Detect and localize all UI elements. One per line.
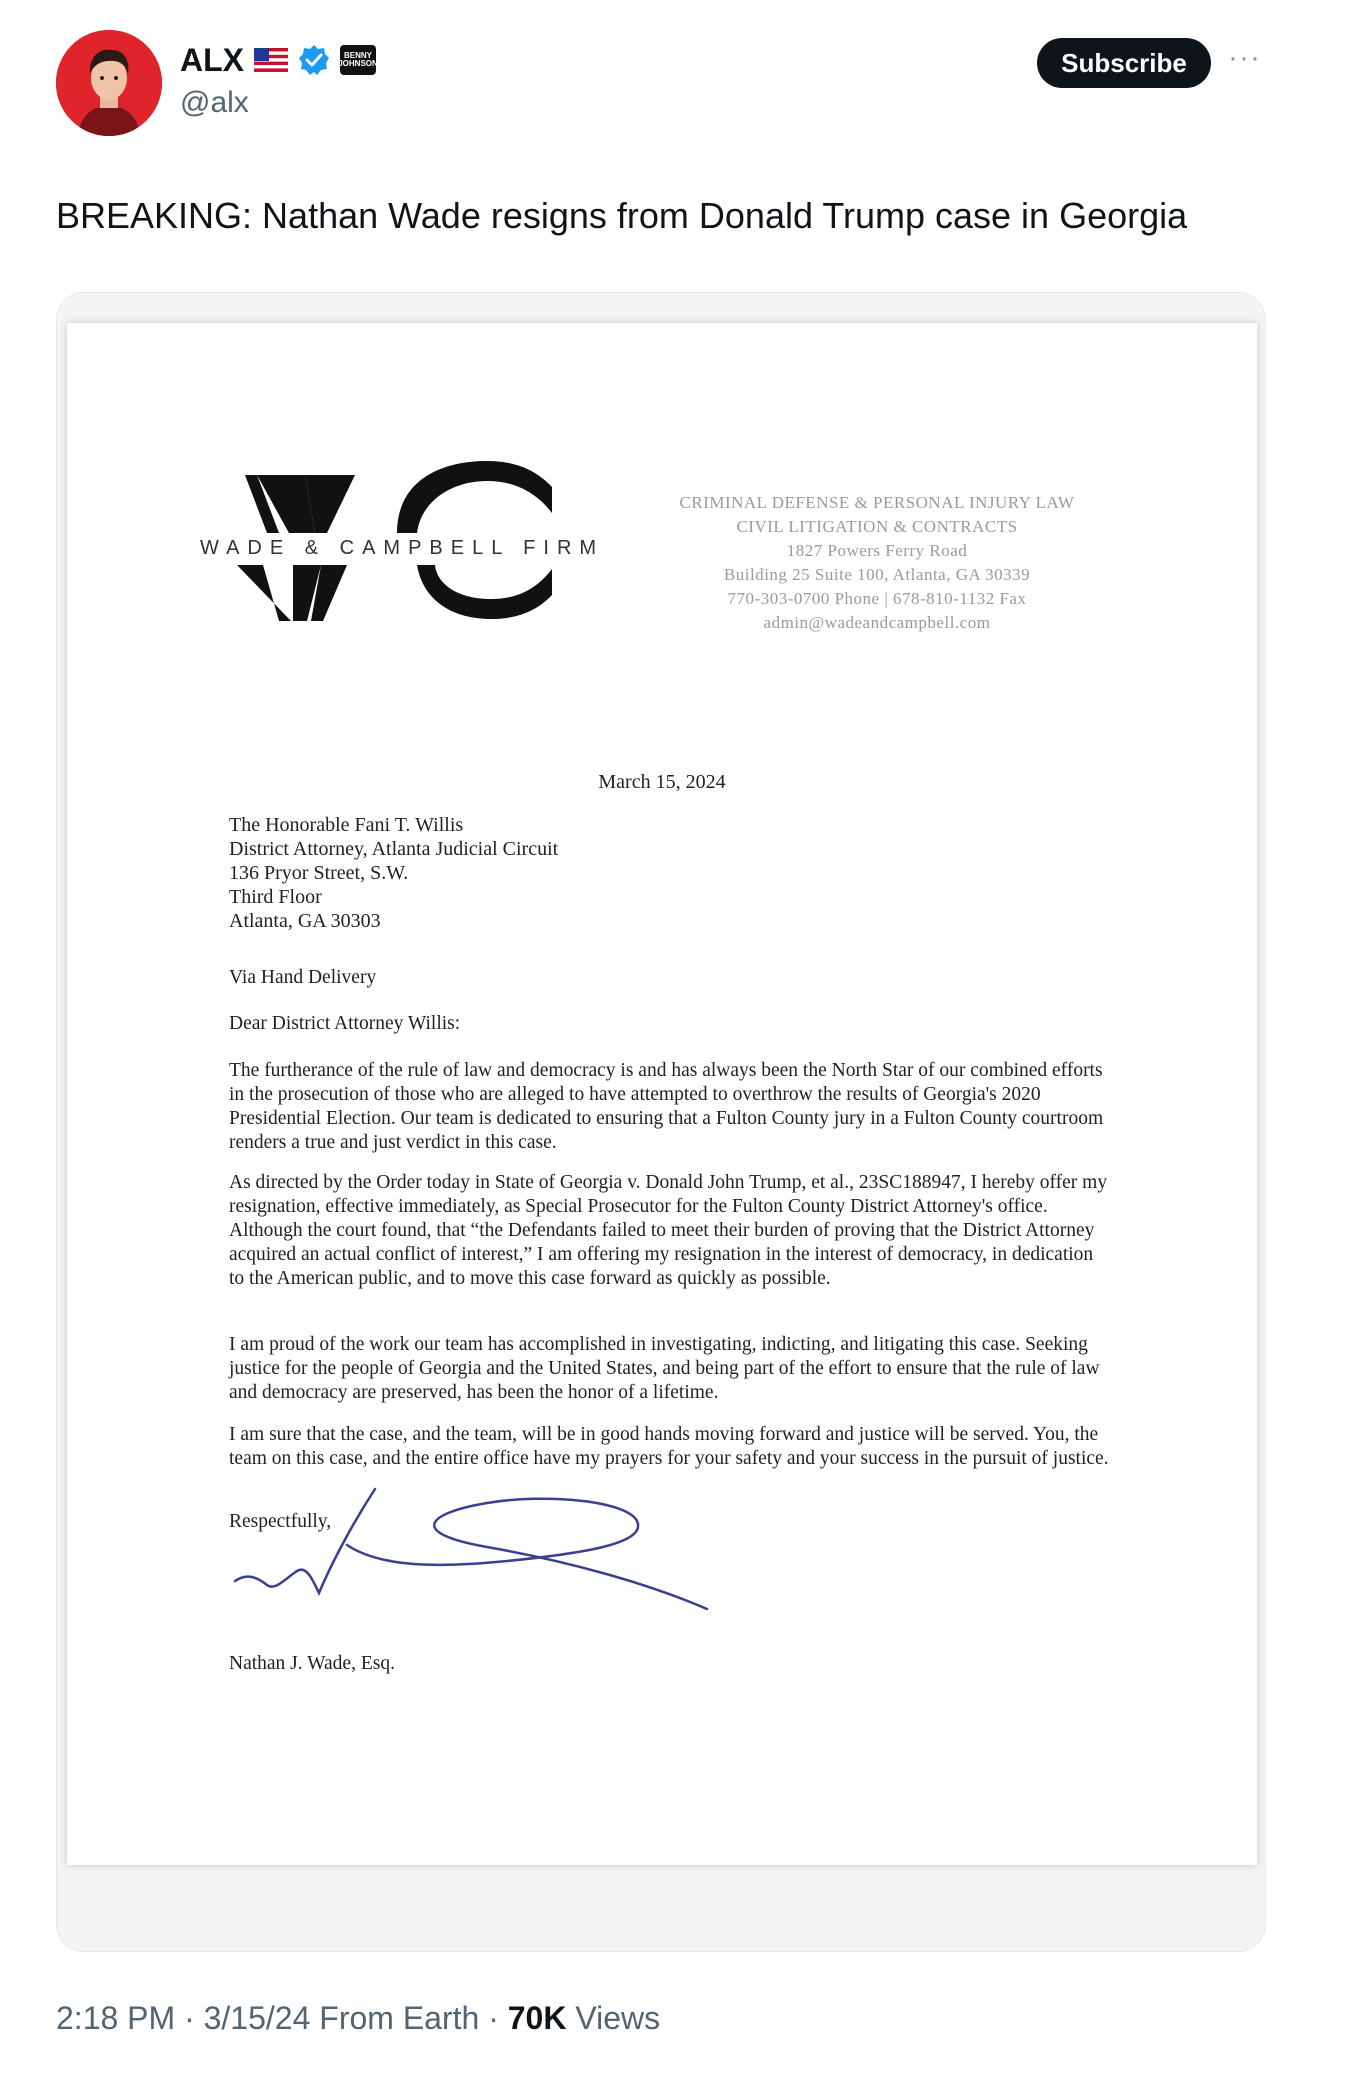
separator: · [184, 2000, 195, 2036]
name-row [180, 40, 376, 80]
subscribe-button[interactable]: Subscribe [1037, 38, 1211, 88]
firm-contact-block [607, 491, 1147, 635]
tweet-metadata [56, 2000, 660, 2037]
firm-info-line: CIVIL LITIGATION & CONTRACTS [736, 517, 1018, 536]
affiliate-badge-icon[interactable]: BENNY JOHNSON [340, 45, 376, 75]
post-source: From Earth [319, 2000, 480, 2036]
closing: Respectfully, [229, 1511, 332, 1532]
avatar-image [56, 30, 162, 136]
signer-name: Nathan J. Wade, Esq. [229, 1653, 395, 1674]
address-line: The Honorable Fani T. Willis [229, 814, 464, 836]
post-date[interactable]: 3/15/24 [203, 2000, 311, 2036]
address-line: District Attorney, Atlanta Judicial Circuit [229, 838, 559, 860]
firm-info-line: admin@wadeandcampbell.com [763, 613, 991, 632]
letter-paragraph: As directed by the Order today in State of Georgia v. Donald John Trump, et al., 23SC188947, I hereby offer my resignation, effective immediately, as Special Prosecutor for the Fulton County District Attorney's office. Although the court found, that “the Defendants failed to meet their burden of proving that the District Attorney acquired an actual conflict of interest,” I am offering my resignation in the interest of democracy, in dedication to the American public, and to move this case forward as quickly as possible. [229, 1172, 1108, 1289]
more-options-icon[interactable]: ··· [1228, 41, 1261, 74]
firm-info-line: 1827 Powers Ferry Road [786, 541, 968, 560]
tweet-text: BREAKING: Nathan Wade resigns from Donald Trump case in Georgia [56, 195, 1188, 236]
address-line: Atlanta, GA 30303 [229, 910, 381, 932]
letter-date: March 15, 2024 [598, 771, 726, 793]
address-line: Third Floor [229, 886, 322, 908]
views-label: Views [575, 2000, 661, 2036]
separator: · [488, 2000, 499, 2036]
letter-paragraph: I am sure that the case, and the team, will be in good hands moving forward and justice will be served. You, the team on this case, and the entire office have my prayers for your safety and your success in the pursuit of justice. [229, 1424, 1109, 1469]
views-count[interactable]: 70K [507, 2000, 567, 2036]
letter-paragraph: I am proud of the work our team has accomplished in investigating, indicting, and litigating this case. Seeking justice for the people of Georgia and the United States, and being part of the effort to ensure that the rule of law and democracy are preserved, has been the honor of a lifetime. [229, 1334, 1100, 1403]
us-flag-icon [254, 48, 288, 72]
letter-document [67, 323, 1257, 1865]
user-handle[interactable]: @alx [180, 86, 249, 119]
handwritten-signature [227, 1473, 787, 1613]
letter-paragraph: The furtherance of the rule of law and democracy is and has always been the North Star of our combined efforts in the prosecution of those who are alleged to have attempted to overthrow the results of Georgia's 2020 Presidential Election. Our team is dedicated to ensuring that a Fulton County jury in a Fulton County courtroom renders a true and just verdict in this case. [229, 1060, 1104, 1153]
address-line: 136 Pryor Street, S.W. [229, 862, 409, 884]
display-name[interactable]: ALX [180, 41, 244, 78]
avatar[interactable] [56, 30, 162, 136]
delivery-method: Via Hand Delivery [229, 967, 377, 988]
firm-info-line: 770-303-0700 Phone | 678-810-1132 Fax [727, 589, 1027, 608]
tweet-media-image[interactable] [56, 292, 1266, 1952]
recipient-address [229, 813, 558, 933]
post-time[interactable]: 2:18 PM [56, 2000, 176, 2036]
salutation: Dear District Attorney Willis: [229, 1013, 461, 1034]
firm-name: WADE & CAMPBELL FIRM [192, 535, 612, 562]
firm-info-line: Building 25 Suite 100, Atlanta, GA 30339 [723, 565, 1031, 584]
verified-badge-icon[interactable] [298, 44, 330, 76]
tweet-header [0, 0, 1346, 150]
firm-info-line: CRIMINAL DEFENSE & PERSONAL INJURY LAW [679, 493, 1075, 512]
